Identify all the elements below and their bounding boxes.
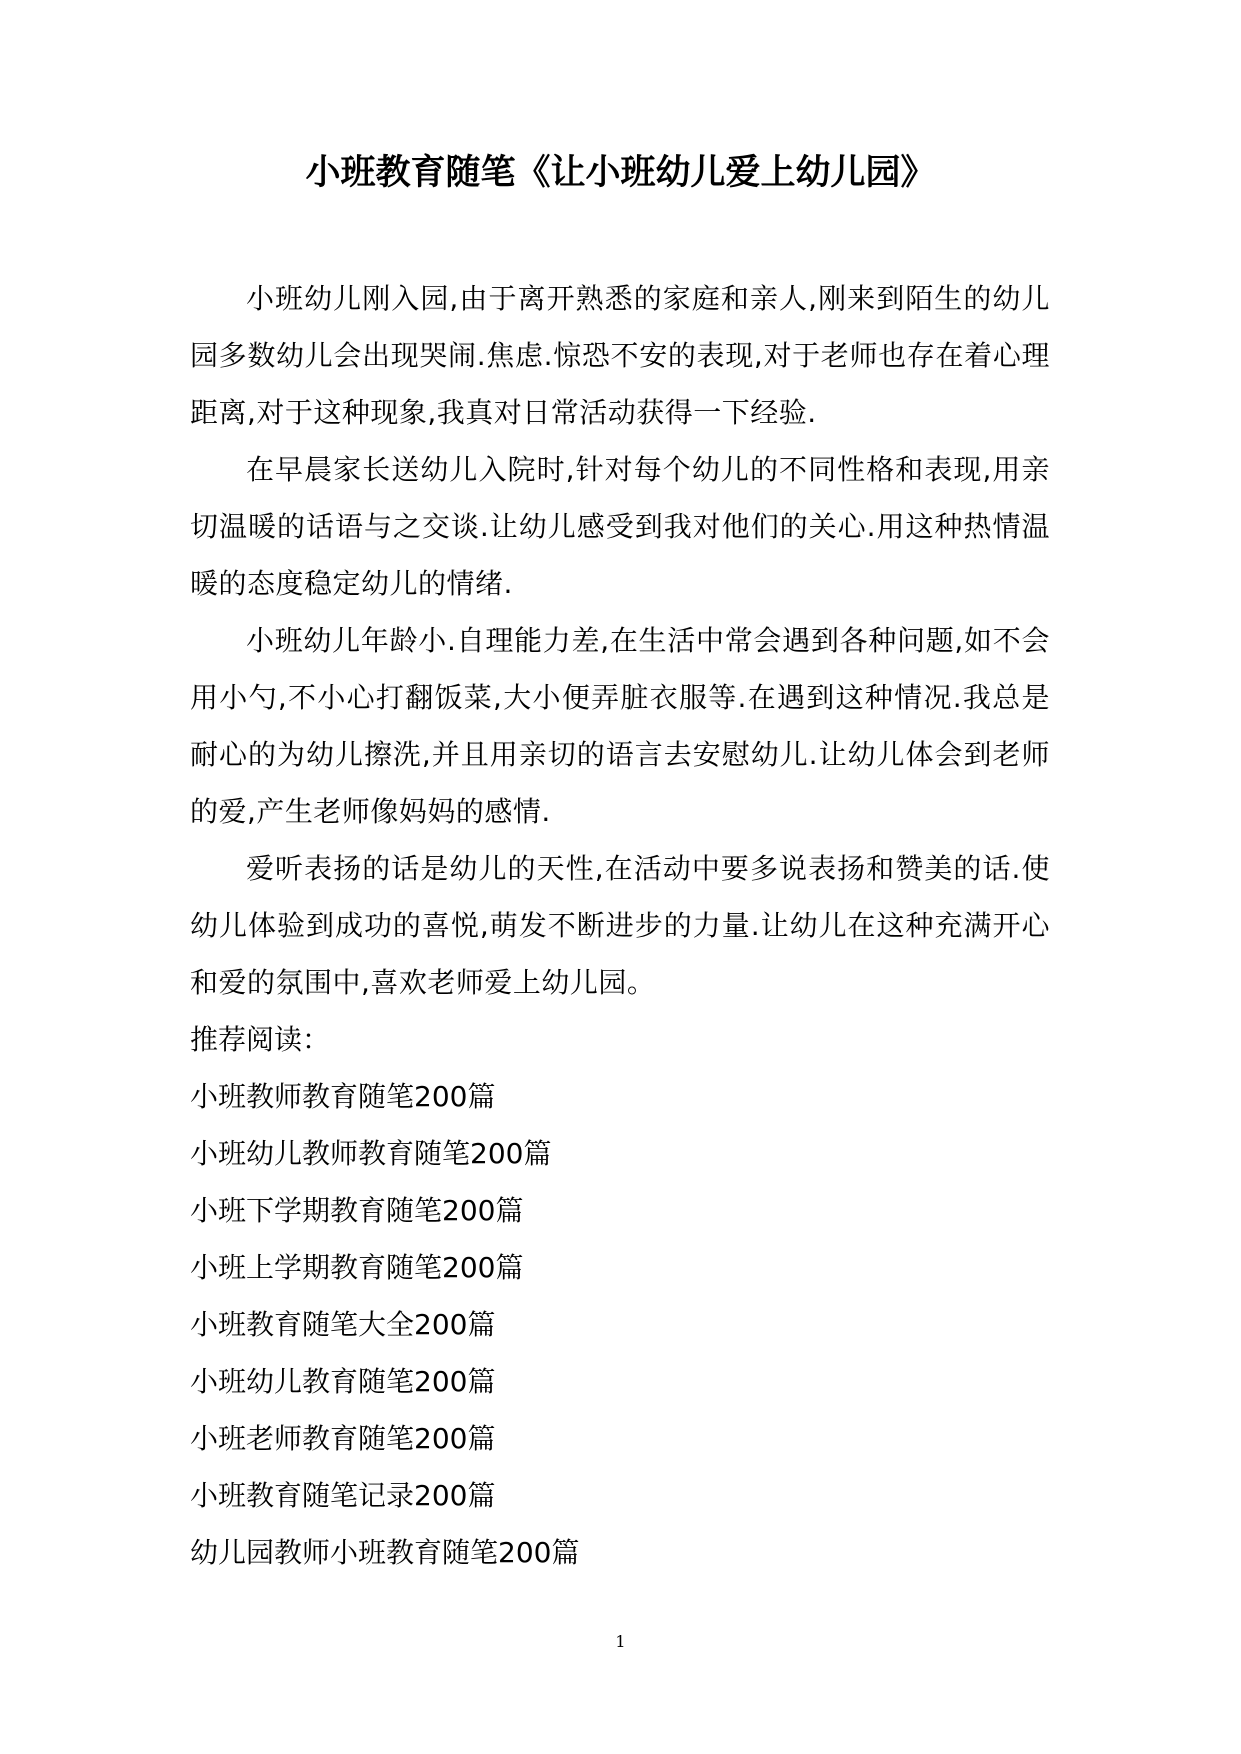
- paragraph: 小班幼儿年龄小.自理能力差,在生活中常会遇到各种问题,如不会用小勺,不小心打翻饭菜,大小便弄脏衣服等.在遇到这种情况.我总是耐心的为幼儿擦洗,并且用亲切的语言去安慰幼儿.让幼儿体会到老师的爱,产生老师像妈妈的感情.: [190, 624, 1050, 828]
- recommended-link[interactable]: 小班幼儿教师教育随笔200篇: [190, 1137, 552, 1170]
- recommended-link[interactable]: 小班教师教育随笔200篇: [190, 1080, 496, 1113]
- paragraph: 爱听表扬的话是幼儿的天性,在活动中要多说表扬和赞美的话.使幼儿体验到成功的喜悦,萌发不断进步的力量.让幼儿在这种充满开心和爱的氛围中,喜欢老师爱上幼儿园。: [190, 852, 1050, 999]
- document-title: 小班教育随笔《让小班幼儿爱上幼儿园》: [305, 152, 936, 193]
- paragraph: 小班幼儿刚入园,由于离开熟悉的家庭和亲人,刚来到陌生的幼儿园多数幼儿会出现哭闹.焦虑.惊恐不安的表现,对于老师也存在着心理距离,对于这种现象,我真对日常活动获得一下经验.: [190, 282, 1050, 429]
- recommended-reading-label: 推荐阅读：: [190, 1023, 331, 1056]
- recommended-link[interactable]: 小班幼儿教育随笔200篇: [190, 1365, 496, 1398]
- recommended-link[interactable]: 小班老师教育随笔200篇: [190, 1422, 496, 1455]
- recommended-link[interactable]: 小班教育随笔记录200篇: [190, 1479, 496, 1512]
- recommended-link[interactable]: 小班下学期教育随笔200篇: [190, 1194, 524, 1227]
- recommended-link[interactable]: 小班上学期教育随笔200篇: [190, 1251, 524, 1284]
- recommended-link[interactable]: 幼儿园教师小班教育随笔200篇: [190, 1536, 580, 1569]
- recommended-link[interactable]: 小班教育随笔大全200篇: [190, 1308, 496, 1341]
- recommended-reading-list: [190, 1068, 1050, 1581]
- paragraph: 在早晨家长送幼儿入院时,针对每个幼儿的不同性格和表现,用亲切温暖的话语与之交谈.让幼儿感受到我对他们的关心.用这种热情温暖的态度稳定幼儿的情绪.: [190, 453, 1050, 600]
- page-number: 1: [615, 1632, 626, 1651]
- document-body: [190, 270, 1050, 1581]
